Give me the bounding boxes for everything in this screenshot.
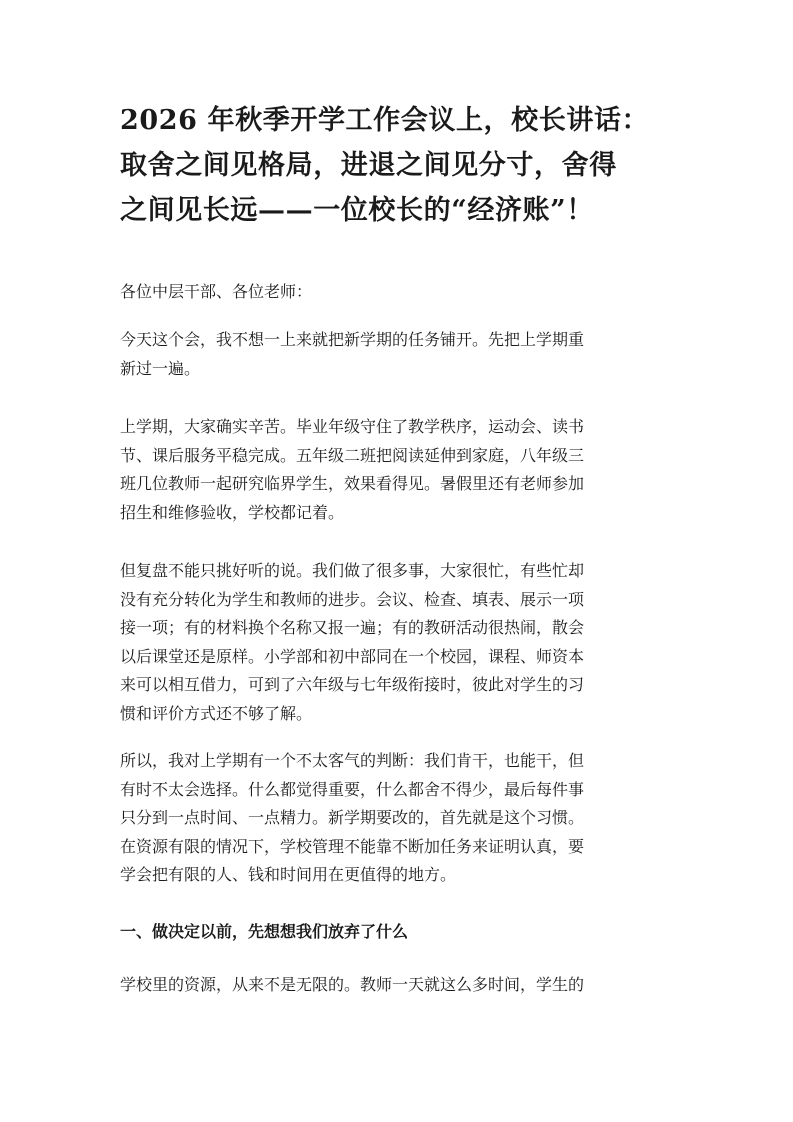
- title-line: 2026 年秋季开学工作会议上，校长讲话：: [120, 105, 650, 136]
- paragraph-line: 今天这个会，我不想一上来就把新学期的任务铺开。先把上学期重: [120, 330, 585, 349]
- paragraph: [120, 747, 665, 890]
- paragraph-line: 班几位教师一起研究临界学生，效果看得见。暑假里还有老师参加: [120, 474, 585, 494]
- paragraph-line: 惯和评价方式还不够了解。: [120, 703, 313, 723]
- paragraph-line: 以后课堂还是原样。小学部和初中部同在一个校园，课程、师资本: [120, 646, 585, 666]
- paragraph-line: 但复盘不能只挑好听的说。我们做了很多事，大家很忙，有些忙却: [120, 561, 585, 580]
- title-line: 取舍之间见格局，进退之间见分寸，舍得: [120, 150, 617, 181]
- paragraph-line: 所以，我对上学期有一个不太客气的判断：我们肯干，也能干，但: [120, 751, 585, 770]
- paragraph-line: 在资源有限的情况下，学校管理不能靠不断加任务来证明认真，要: [120, 836, 585, 856]
- paragraph-line: 节、课后服务平稳完成。五年级二班把阅读延伸到家庭，八年级三: [120, 445, 585, 465]
- paragraph-line: 没有充分转化为学生和教师的进步。会议、检查、填表、展示一项: [120, 589, 585, 609]
- paragraph-line: 上学期，大家确实辛苦。毕业年级守住了教学秩序，运动会、读书: [120, 417, 585, 436]
- section-heading: 一、做决定以前，先想想我们放弃了什么: [120, 922, 409, 941]
- paragraph: [120, 413, 665, 527]
- paragraph-line: 有时不太会选择。什么都觉得重要，什么都舍不得少，最后每件事: [120, 779, 585, 799]
- paragraph-line: 新过一遍。: [120, 358, 201, 378]
- paragraph: [120, 326, 665, 383]
- paragraph-line: 学会把有限的人、钱和时间用在更值得的地方。: [120, 865, 457, 885]
- paragraph: [120, 971, 665, 1000]
- paragraph-line: 招生和维修验收，学校都记着。: [120, 502, 345, 522]
- paragraph: [120, 557, 665, 729]
- salutation: [120, 278, 665, 307]
- title-line: 之间见长远——一位校长的“经济账”！: [120, 195, 594, 226]
- paragraph-line: 来可以相互借力，可到了六年级与七年级衔接时，彼此对学生的习: [120, 675, 585, 695]
- document-title: [120, 98, 665, 233]
- salutation-line: 各位中层干部、各位老师：: [120, 282, 313, 301]
- paragraph-line: 学校里的资源，从来不是无限的。教师一天就这么多时间，学生的: [120, 975, 585, 994]
- paragraph-line: 只分到一点时间、一点精力。新学期要改的，首先就是这个习惯。: [120, 808, 585, 828]
- paragraph-line: 接一项；有的材料换个名称又报一遍；有的教研活动很热闹，散会: [120, 618, 585, 638]
